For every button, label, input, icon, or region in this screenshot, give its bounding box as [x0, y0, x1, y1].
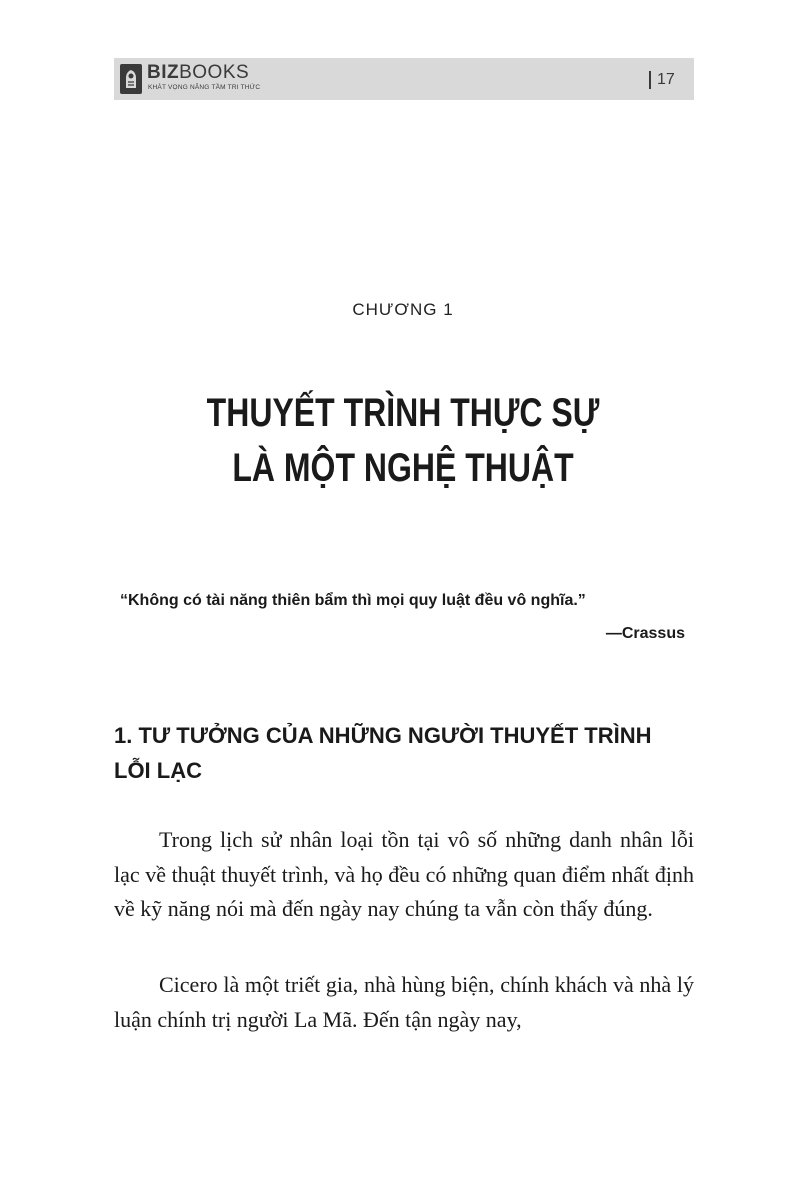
- brand-tagline: KHÁT VỌNG NÂNG TẦM TRI THỨC: [148, 84, 261, 91]
- chapter-title-line-2: LÀ MỘT NGHỆ THUẬT: [232, 446, 574, 490]
- body-paragraph-1: Trong lịch sử nhân loại tồn tại vô số những danh nhân lỗi lạc về thuật thuyết trình, và họ đều có những quan điểm nhất định về kỹ năng nói mà đến ngày nay chúng ta vẫn còn thấy đúng.: [114, 827, 694, 921]
- chapter-title: [81, 386, 726, 496]
- running-header: [114, 58, 694, 100]
- brand-name: [147, 63, 249, 83]
- epigraph-quote: “Không có tài năng thiên bẩm thì mọi quy luật đều vô nghĩa.”: [120, 592, 586, 609]
- header-divider: [649, 71, 651, 89]
- body-paragraph-2: Cicero là một triết gia, nhà hùng biện, chính khách và nhà lý luận chính trị người La Mã. Đến tận ngày nay,: [114, 972, 694, 1032]
- page-number: 17: [657, 71, 675, 88]
- bizbooks-logo-icon: [120, 64, 142, 94]
- epigraph-author: —Crassus: [605, 625, 685, 642]
- brand-name-bold: BIZ: [147, 62, 180, 83]
- section-heading: 1. TƯ TƯỞNG CỦA NHỮNG NGƯỜI THUYẾT TRÌNH LỖI LẠC: [114, 723, 652, 783]
- chapter-title-line-1: THUYẾT TRÌNH THỰC SỰ: [206, 391, 600, 435]
- chapter-label: CHƯƠNG 1: [352, 300, 454, 319]
- brand-name-light: BOOKS: [179, 62, 250, 83]
